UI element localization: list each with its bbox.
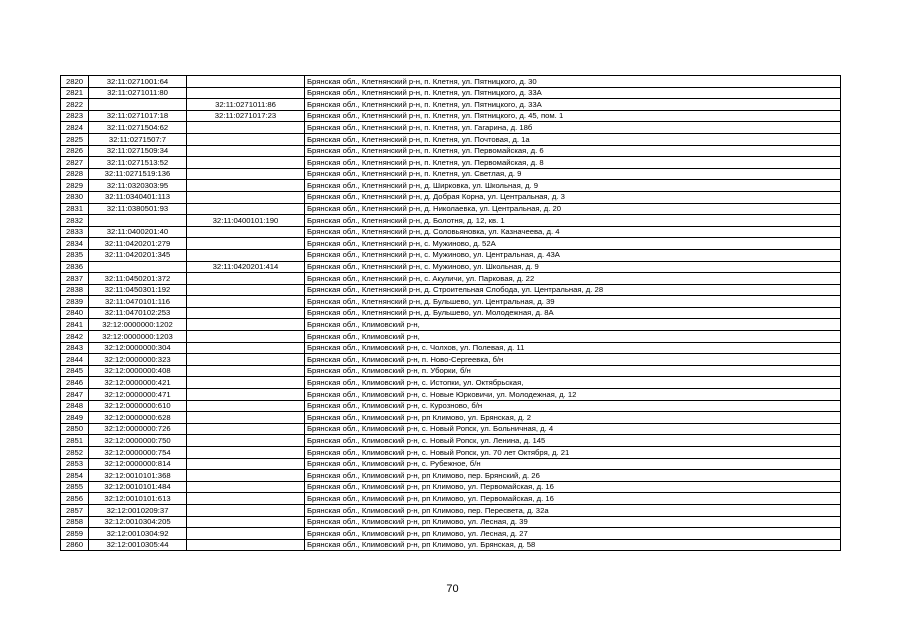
related-cadastral-number-cell [187,377,305,389]
row-number-cell: 2858 [61,516,89,528]
row-number-cell: 2841 [61,319,89,331]
table-row [61,331,841,343]
address-cell: Брянская обл., Климовский р-н, рп Климово, ул. Первомайская, д. 16 [305,481,841,493]
cadastral-number-cell: 32:11:0271011:80 [89,87,187,99]
table-row [61,226,841,238]
address-cell: Брянская обл., Клетнянский р-н, п. Клетня, ул. Почтовая, д. 1а [305,133,841,145]
related-cadastral-number-cell [187,528,305,540]
row-number-cell: 2823 [61,110,89,122]
table-row [61,238,841,250]
address-cell: Брянская обл., Климовский р-н, рп Климово, ул. Лесная, д. 27 [305,528,841,540]
address-cell: Брянская обл., Клетнянский р-н, д. Добрая Корна, ул. Центральная, д. 3 [305,191,841,203]
row-number-cell: 2845 [61,365,89,377]
cadastral-number-cell: 32:11:0271513:52 [89,157,187,169]
table-row [61,435,841,447]
table-row [61,342,841,354]
cadastral-number-cell [89,99,187,111]
related-cadastral-number-cell [187,447,305,459]
cadastral-number-cell: 32:12:0010304:92 [89,528,187,540]
address-cell: Брянская обл., Климовский р-н, рп Климово, пер. Брянский, д. 26 [305,470,841,482]
related-cadastral-number-cell [187,400,305,412]
address-cell: Брянская обл., Клетнянский р-н, с. Акуличи, ул. Парковая, д. 22 [305,273,841,285]
cadastral-number-cell: 32:11:0470102:253 [89,307,187,319]
row-number-cell: 2829 [61,180,89,192]
related-cadastral-number-cell [187,389,305,401]
related-cadastral-number-cell [187,273,305,285]
table-row [61,133,841,145]
row-number-cell: 2842 [61,331,89,343]
table-row [61,377,841,389]
cadastral-number-cell: 32:12:0010304:205 [89,516,187,528]
cadastral-number-cell: 32:11:0450201:372 [89,273,187,285]
address-cell: Брянская обл., Клетнянский р-н, д. Болотня, д. 12, кв. 1 [305,215,841,227]
row-number-cell: 2850 [61,423,89,435]
related-cadastral-number-cell [187,203,305,215]
row-number-cell: 2828 [61,168,89,180]
cadastral-number-cell: 32:12:0000000:323 [89,354,187,366]
table-row [61,458,841,470]
row-number-cell: 2836 [61,261,89,273]
table-row [61,168,841,180]
row-number-cell: 2835 [61,249,89,261]
related-cadastral-number-cell [187,516,305,528]
table-row [61,516,841,528]
cadastral-number-cell: 32:11:0400201:40 [89,226,187,238]
related-cadastral-number-cell [187,180,305,192]
address-cell: Брянская обл., Климовский р-н, рп Климово, пер. Пересвета, д. 32а [305,504,841,516]
address-cell: Брянская обл., Клетнянский р-н, с. Мужиново, ул. Школьная, д. 9 [305,261,841,273]
related-cadastral-number-cell [187,76,305,88]
row-number-cell: 2838 [61,284,89,296]
related-cadastral-number-cell [187,470,305,482]
related-cadastral-number-cell [187,458,305,470]
address-cell: Брянская обл., Климовский р-н, с. Новые Юрковичи, ул. Молодежная, д. 12 [305,389,841,401]
address-cell: Брянская обл., Климовский р-н, п. Уборки, б/н [305,365,841,377]
cadastral-number-cell: 32:12:0000000:750 [89,435,187,447]
row-number-cell: 2824 [61,122,89,134]
row-number-cell: 2849 [61,412,89,424]
table-row [61,261,841,273]
address-cell: Брянская обл., Клетнянский р-н, с. Мужиново, д. 52А [305,238,841,250]
address-cell: Брянская обл., Клетнянский р-н, д. Бульшево, ул. Центральная, д. 39 [305,296,841,308]
related-cadastral-number-cell [187,504,305,516]
row-number-cell: 2855 [61,481,89,493]
table-row [61,319,841,331]
table-row [61,296,841,308]
page-number: 70 [446,583,459,595]
table-row [61,122,841,134]
related-cadastral-number-cell [187,145,305,157]
related-cadastral-number-cell [187,481,305,493]
records-table [60,75,841,551]
table-row [61,354,841,366]
row-number-cell: 2846 [61,377,89,389]
cadastral-number-cell: 32:12:0010101:484 [89,481,187,493]
related-cadastral-number-cell [187,307,305,319]
table-row [61,87,841,99]
records-table-body [61,76,841,551]
related-cadastral-number-cell [187,133,305,145]
related-cadastral-number-cell: 32:11:0420201:414 [187,261,305,273]
row-number-cell: 2831 [61,203,89,215]
row-number-cell: 2856 [61,493,89,505]
related-cadastral-number-cell [187,412,305,424]
row-number-cell: 2859 [61,528,89,540]
row-number-cell: 2840 [61,307,89,319]
row-number-cell: 2843 [61,342,89,354]
row-number-cell: 2848 [61,400,89,412]
table-row [61,470,841,482]
related-cadastral-number-cell [187,249,305,261]
table-row [61,528,841,540]
table-row [61,389,841,401]
cadastral-number-cell [89,215,187,227]
address-cell: Брянская обл., Клетнянский р-н, п. Клетня, ул. Пятницкого, д. 45, пом. 1 [305,110,841,122]
cadastral-number-cell: 32:11:0271001:64 [89,76,187,88]
table-row [61,412,841,424]
cadastral-number-cell: 32:12:0010209:37 [89,504,187,516]
cadastral-number-cell: 32:12:0000000:1203 [89,331,187,343]
row-number-cell: 2860 [61,539,89,551]
row-number-cell: 2827 [61,157,89,169]
address-cell: Брянская обл., Клетнянский р-н, п. Клетня, ул. Пятницкого, д. 30 [305,76,841,88]
row-number-cell: 2833 [61,226,89,238]
address-cell: Брянская обл., Климовский р-н, с. Рубежное, б/н [305,458,841,470]
related-cadastral-number-cell [187,493,305,505]
row-number-cell: 2852 [61,447,89,459]
table-row [61,191,841,203]
related-cadastral-number-cell [187,191,305,203]
cadastral-number-cell: 32:12:0000000:814 [89,458,187,470]
cadastral-number-cell: 32:12:0000000:1202 [89,319,187,331]
address-cell: Брянская обл., Климовский р-н, с. Чолхов, ул. Полевая, д. 11 [305,342,841,354]
cadastral-number-cell: 32:12:0010101:368 [89,470,187,482]
cadastral-number-cell [89,261,187,273]
cadastral-number-cell: 32:12:0000000:610 [89,400,187,412]
row-number-cell: 2837 [61,273,89,285]
cadastral-number-cell: 32:11:0450301:192 [89,284,187,296]
address-cell: Брянская обл., Климовский р-н, рп Климово, ул. Брянская, д. 2 [305,412,841,424]
row-number-cell: 2857 [61,504,89,516]
table-row [61,215,841,227]
table-row [61,273,841,285]
table-row [61,400,841,412]
address-cell: Брянская обл., Климовский р-н, с. Курозново, б/н [305,400,841,412]
cadastral-number-cell: 32:11:0420201:345 [89,249,187,261]
address-cell: Брянская обл., Климовский р-н, с. Истопки, ул. Октябрьская, [305,377,841,389]
address-cell: Брянская обл., Климовский р-н, рп Климово, ул. Первомайская, д. 16 [305,493,841,505]
related-cadastral-number-cell [187,319,305,331]
cadastral-number-cell: 32:11:0271509:34 [89,145,187,157]
table-row [61,99,841,111]
related-cadastral-number-cell [187,296,305,308]
address-cell: Брянская обл., Клетнянский р-н, п. Клетня, ул. Первомайская, д. 6 [305,145,841,157]
row-number-cell: 2847 [61,389,89,401]
cadastral-number-cell: 32:11:0271507:7 [89,133,187,145]
cadastral-number-cell: 32:12:0000000:726 [89,423,187,435]
cadastral-number-cell: 32:12:0000000:408 [89,365,187,377]
related-cadastral-number-cell [187,157,305,169]
related-cadastral-number-cell [187,435,305,447]
table-row [61,539,841,551]
address-cell: Брянская обл., Климовский р-н, [305,331,841,343]
table-row [61,145,841,157]
address-cell: Брянская обл., Климовский р-н, рп Климово, ул. Брянская, д. 58 [305,539,841,551]
table-row [61,493,841,505]
address-cell: Брянская обл., Клетнянский р-н, д. Строительная Слобода, ул. Центральная, д. 28 [305,284,841,296]
cadastral-number-cell: 32:11:0271519:136 [89,168,187,180]
row-number-cell: 2834 [61,238,89,250]
table-row [61,447,841,459]
related-cadastral-number-cell [187,284,305,296]
row-number-cell: 2854 [61,470,89,482]
cadastral-number-cell: 32:12:0000000:628 [89,412,187,424]
address-cell: Брянская обл., Климовский р-н, с. Новый Ропск, ул. Больничная, д. 4 [305,423,841,435]
row-number-cell: 2851 [61,435,89,447]
address-cell: Брянская обл., Клетнянский р-н, п. Клетня, ул. Пятницкого, д. 33А [305,87,841,99]
table-row [61,249,841,261]
row-number-cell: 2832 [61,215,89,227]
cadastral-number-cell: 32:11:0271017:18 [89,110,187,122]
table-row [61,504,841,516]
cadastral-number-cell: 32:12:0000000:471 [89,389,187,401]
table-row [61,110,841,122]
address-cell: Брянская обл., Клетнянский р-н, п. Клетня, ул. Пятницкого, д. 33А [305,99,841,111]
table-row [61,180,841,192]
row-number-cell: 2825 [61,133,89,145]
related-cadastral-number-cell: 32:11:0271017:23 [187,110,305,122]
cadastral-number-cell: 32:11:0420201:279 [89,238,187,250]
address-cell: Брянская обл., Клетнянский р-н, д. Бульшево, ул. Молодежная, д. 8А [305,307,841,319]
row-number-cell: 2839 [61,296,89,308]
cadastral-number-cell: 32:12:0000000:421 [89,377,187,389]
related-cadastral-number-cell: 32:11:0400101:190 [187,215,305,227]
related-cadastral-number-cell [187,238,305,250]
table-row [61,76,841,88]
row-number-cell: 2820 [61,76,89,88]
cadastral-number-cell: 32:11:0340401:113 [89,191,187,203]
row-number-cell: 2830 [61,191,89,203]
cadastral-number-cell: 32:11:0320303:95 [89,180,187,192]
table-row [61,423,841,435]
related-cadastral-number-cell: 32:11:0271011:86 [187,99,305,111]
address-cell: Брянская обл., Клетнянский р-н, д. Соловьяновка, ул. Казначеева, д. 4 [305,226,841,238]
cadastral-number-cell: 32:12:0010305:44 [89,539,187,551]
table-row [61,307,841,319]
cadastral-number-cell: 32:12:0000000:754 [89,447,187,459]
address-cell: Брянская обл., Клетнянский р-н, п. Клетня, ул. Первомайская, д. 8 [305,157,841,169]
address-cell: Брянская обл., Клетнянский р-н, д. Ширковка, ул. Школьная, д. 9 [305,180,841,192]
row-number-cell: 2826 [61,145,89,157]
related-cadastral-number-cell [187,354,305,366]
related-cadastral-number-cell [187,331,305,343]
row-number-cell: 2821 [61,87,89,99]
address-cell: Брянская обл., Климовский р-н, рп Климово, ул. Лесная, д. 39 [305,516,841,528]
cadastral-number-cell: 32:12:0000000:304 [89,342,187,354]
cadastral-number-cell: 32:11:0470101:116 [89,296,187,308]
address-cell: Брянская обл., Климовский р-н, с. Новый Ропск, ул. 70 лет Октября, д. 21 [305,447,841,459]
address-cell: Брянская обл., Климовский р-н, п. Ново-Сергеевка, б/н [305,354,841,366]
related-cadastral-number-cell [187,423,305,435]
related-cadastral-number-cell [187,342,305,354]
table-row [61,203,841,215]
related-cadastral-number-cell [187,87,305,99]
table-row [61,365,841,377]
cadastral-number-cell: 32:12:0010101:613 [89,493,187,505]
table-row [61,481,841,493]
cadastral-number-cell: 32:11:0271504:62 [89,122,187,134]
related-cadastral-number-cell [187,226,305,238]
related-cadastral-number-cell [187,365,305,377]
cadastral-number-cell: 32:11:0380501:93 [89,203,187,215]
related-cadastral-number-cell [187,539,305,551]
address-cell: Брянская обл., Климовский р-н, с. Новый Ропск, ул. Ленина, д. 145 [305,435,841,447]
address-cell: Брянская обл., Клетнянский р-н, д. Николаевка, ул. Центральная, д. 20 [305,203,841,215]
row-number-cell: 2844 [61,354,89,366]
address-cell: Брянская обл., Клетнянский р-н, п. Клетня, ул. Гагарина, д. 18б [305,122,841,134]
address-cell: Брянская обл., Клетнянский р-н, п. Клетня, ул. Светлая, д. 9 [305,168,841,180]
table-row [61,157,841,169]
address-cell: Брянская обл., Климовский р-н, [305,319,841,331]
related-cadastral-number-cell [187,168,305,180]
row-number-cell: 2822 [61,99,89,111]
table-row [61,284,841,296]
row-number-cell: 2853 [61,458,89,470]
related-cadastral-number-cell [187,122,305,134]
address-cell: Брянская обл., Клетнянский р-н, с. Мужиново, ул. Центральная, д. 43А [305,249,841,261]
